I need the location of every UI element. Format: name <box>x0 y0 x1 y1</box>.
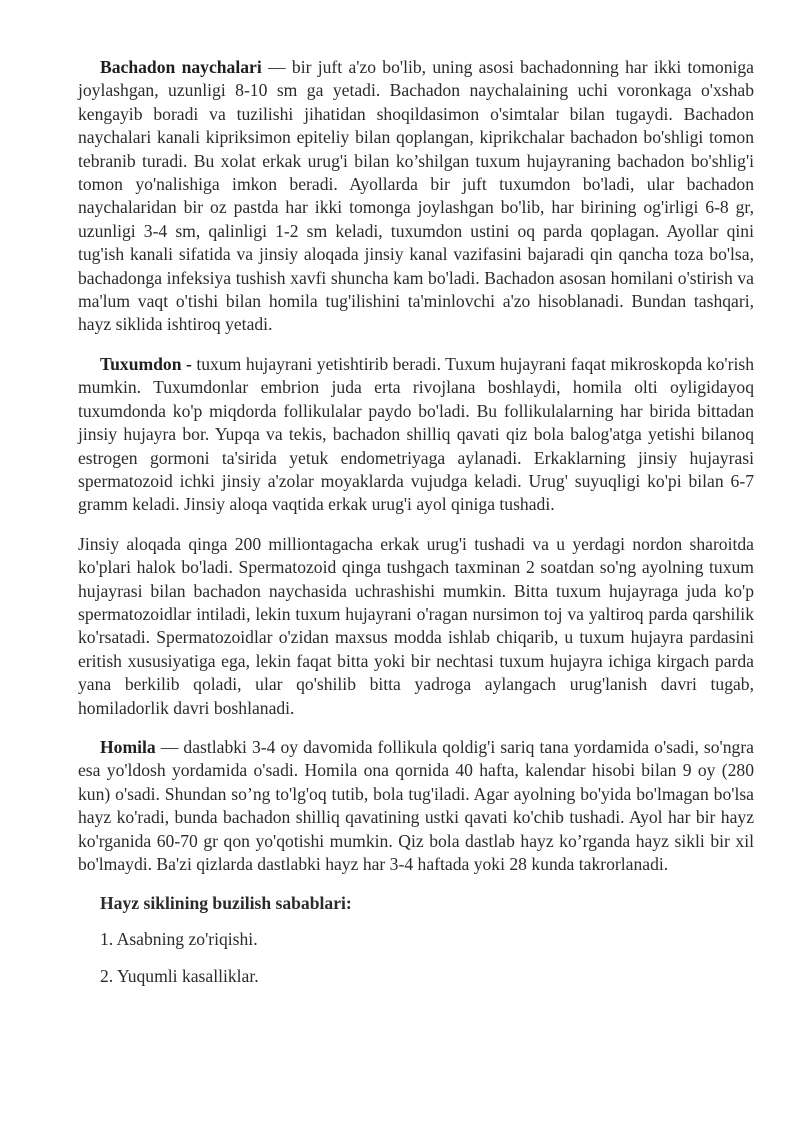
section-heading: Hayz siklining buzilish sabablari: <box>100 893 352 914</box>
paragraph-tuxumdon <box>78 353 754 517</box>
paragraph-text: — bir juft a'zo bo'lib, uning asosi bachadonning har ikki tomoniga joylashgan, uzunligi 8-10 sm ga yetadi. Bachadon naychalaining uchi voronkaga o'xshab kengayib boradi va tuzilishi jihatidan shoqildasimon o'simtalar bilan tugaydi. Bachadon naychalari kanali kipriksimon epiteliy bilan qoplangan, kiprikchalar bachadon bo'shligi tomon tebranib turadi. Bu xolat erkak urug'i bilan ko’shilgan tuxum hujayraning bachadon bo'shlig'i tomon yo'nalishiga imkon beradi. Ayollarda bir juft tuxumdon bo'ladi, ular bachadon naychalaridan bir oz pastda har ikki tomonga joylashgan bo'lib, har birining og'irligi 6-8 gr, uzunligi 3-4 sm, qalinligi 1-2 sm keladi, tuxumdon ustini oq parda qoplagan. Ayollar qini tug'ish kanali sifatida va jinsiy aloqada jinsiy kanal vazifasini bajaradi qin qancha toza bo'lsa, bachadonga infeksiya tushish xavfi shuncha kam bo'ladi. Bachadon asosan homilani o'stirish va ma'lum vaqt o'tishi bilan homila tug'ilishini ta'minlovchi a'zo hisoblanadi. Bundan tashqari, hayz siklida ishtiroq yetadi. <box>78 57 754 335</box>
paragraph-bachadon-naychalari <box>78 56 754 337</box>
paragraph-text: — dastlabki 3-4 oy davomida follikula qoldig'i sariq tana yordamida o'sadi, so'ngra esa yo'ldosh yordamida o'sadi. Homila ona qornida 40 hafta, kalendar hisobi bilan 9 oy (280 kun) o'sadi. Shundan so’ng to'lg'oq tutib, bola tug'iladi. Agar ayolning bo'yida bo'lmagan bo'lsa hayz ko'radi, bunda bachadon shilliq qavatining ustki qavati ko'chib tushadi. Ayol har bir hayz ko'rganida 60-70 gr qon yo'qotishi mumkin. Qiz bola dastlab hayz ko’rganda hayz sikli bir xil bo'lmaydi. Ba'zi qizlarda dastlabki hayz har 3-4 haftada yoki 28 kunda takrorlanadi. <box>78 736 754 874</box>
list-item: 2. Yuqumli kasalliklar. <box>100 966 259 987</box>
term-tuxumdon: Tuxumdon - <box>100 353 192 374</box>
term-homila: Homila <box>100 736 156 757</box>
term-bachadon-naychalari: Bachadon naychalari <box>100 57 262 77</box>
paragraph-homila <box>78 736 754 876</box>
document-page <box>78 56 754 1003</box>
list-item: 1. Asabning zo'riqishi. <box>100 928 258 949</box>
paragraph-jinsiy-aloqa: Jinsiy aloqada qinga 200 milliontagacha erkak urug'i tushadi va u yerdagi nordon sharoitda ko'plari halok bo'ladi. Spermatozoid qinga tushgach taxminan 2 soatdan so'ng ayolning tuxum hujayrasi bilan bachadon naychasida uchrashishi mumkin. Bitta tuxum hujayraga juda ko'p spermatozoidlar intiladi, lekin tuxum hujayrani o'ragan nursimon toj va yaltiroq parda qarshilik ko'rsatadi. Spermatozoidlar o'zidan maxsus modda ishlab chiqarib, u tuxum hujayra pardasini eritish xususiyatiga ega, lekin faqat bitta yoki bir nechtasi tuxum hujayra ichiga kirgach parda yana berkilib qoladi, ular qo'shilib bitta yadroga aylangach urug'lanish davri tugab, homiladorlik davri boshlanadi. <box>78 533 754 718</box>
paragraph-text: tuxum hujayrani yetishtirib beradi. Tuxum hujayrani faqat mikroskopda ko'rish mumkin. Tuxumdonlar embrion juda erta rivojlana boshlaydi, homila olti oyligidayoq tuxumdonda ko'p miqdorda follikulalar paydo bo'ladi. Bu follikulalarning har birida bittadan jinsiy hujayra bor. Yupqa va tekis, bachadon shilliq qavati qiz bola balog'atga yetishi bilanoq estrogen gormoni ta'sirida yetuk endometriyaga aylanadi. Erkaklarning jinsiy hujayrasi spermatozoid ichki jinsiy a'zolar moyaklarda vujudga keladi. Urug' suyuqligi ko'pi bilan 6-7 gramm keladi. Jinsiy aloqa vaqtida erkak urug'i ayol qiniga tushadi. <box>78 353 754 515</box>
